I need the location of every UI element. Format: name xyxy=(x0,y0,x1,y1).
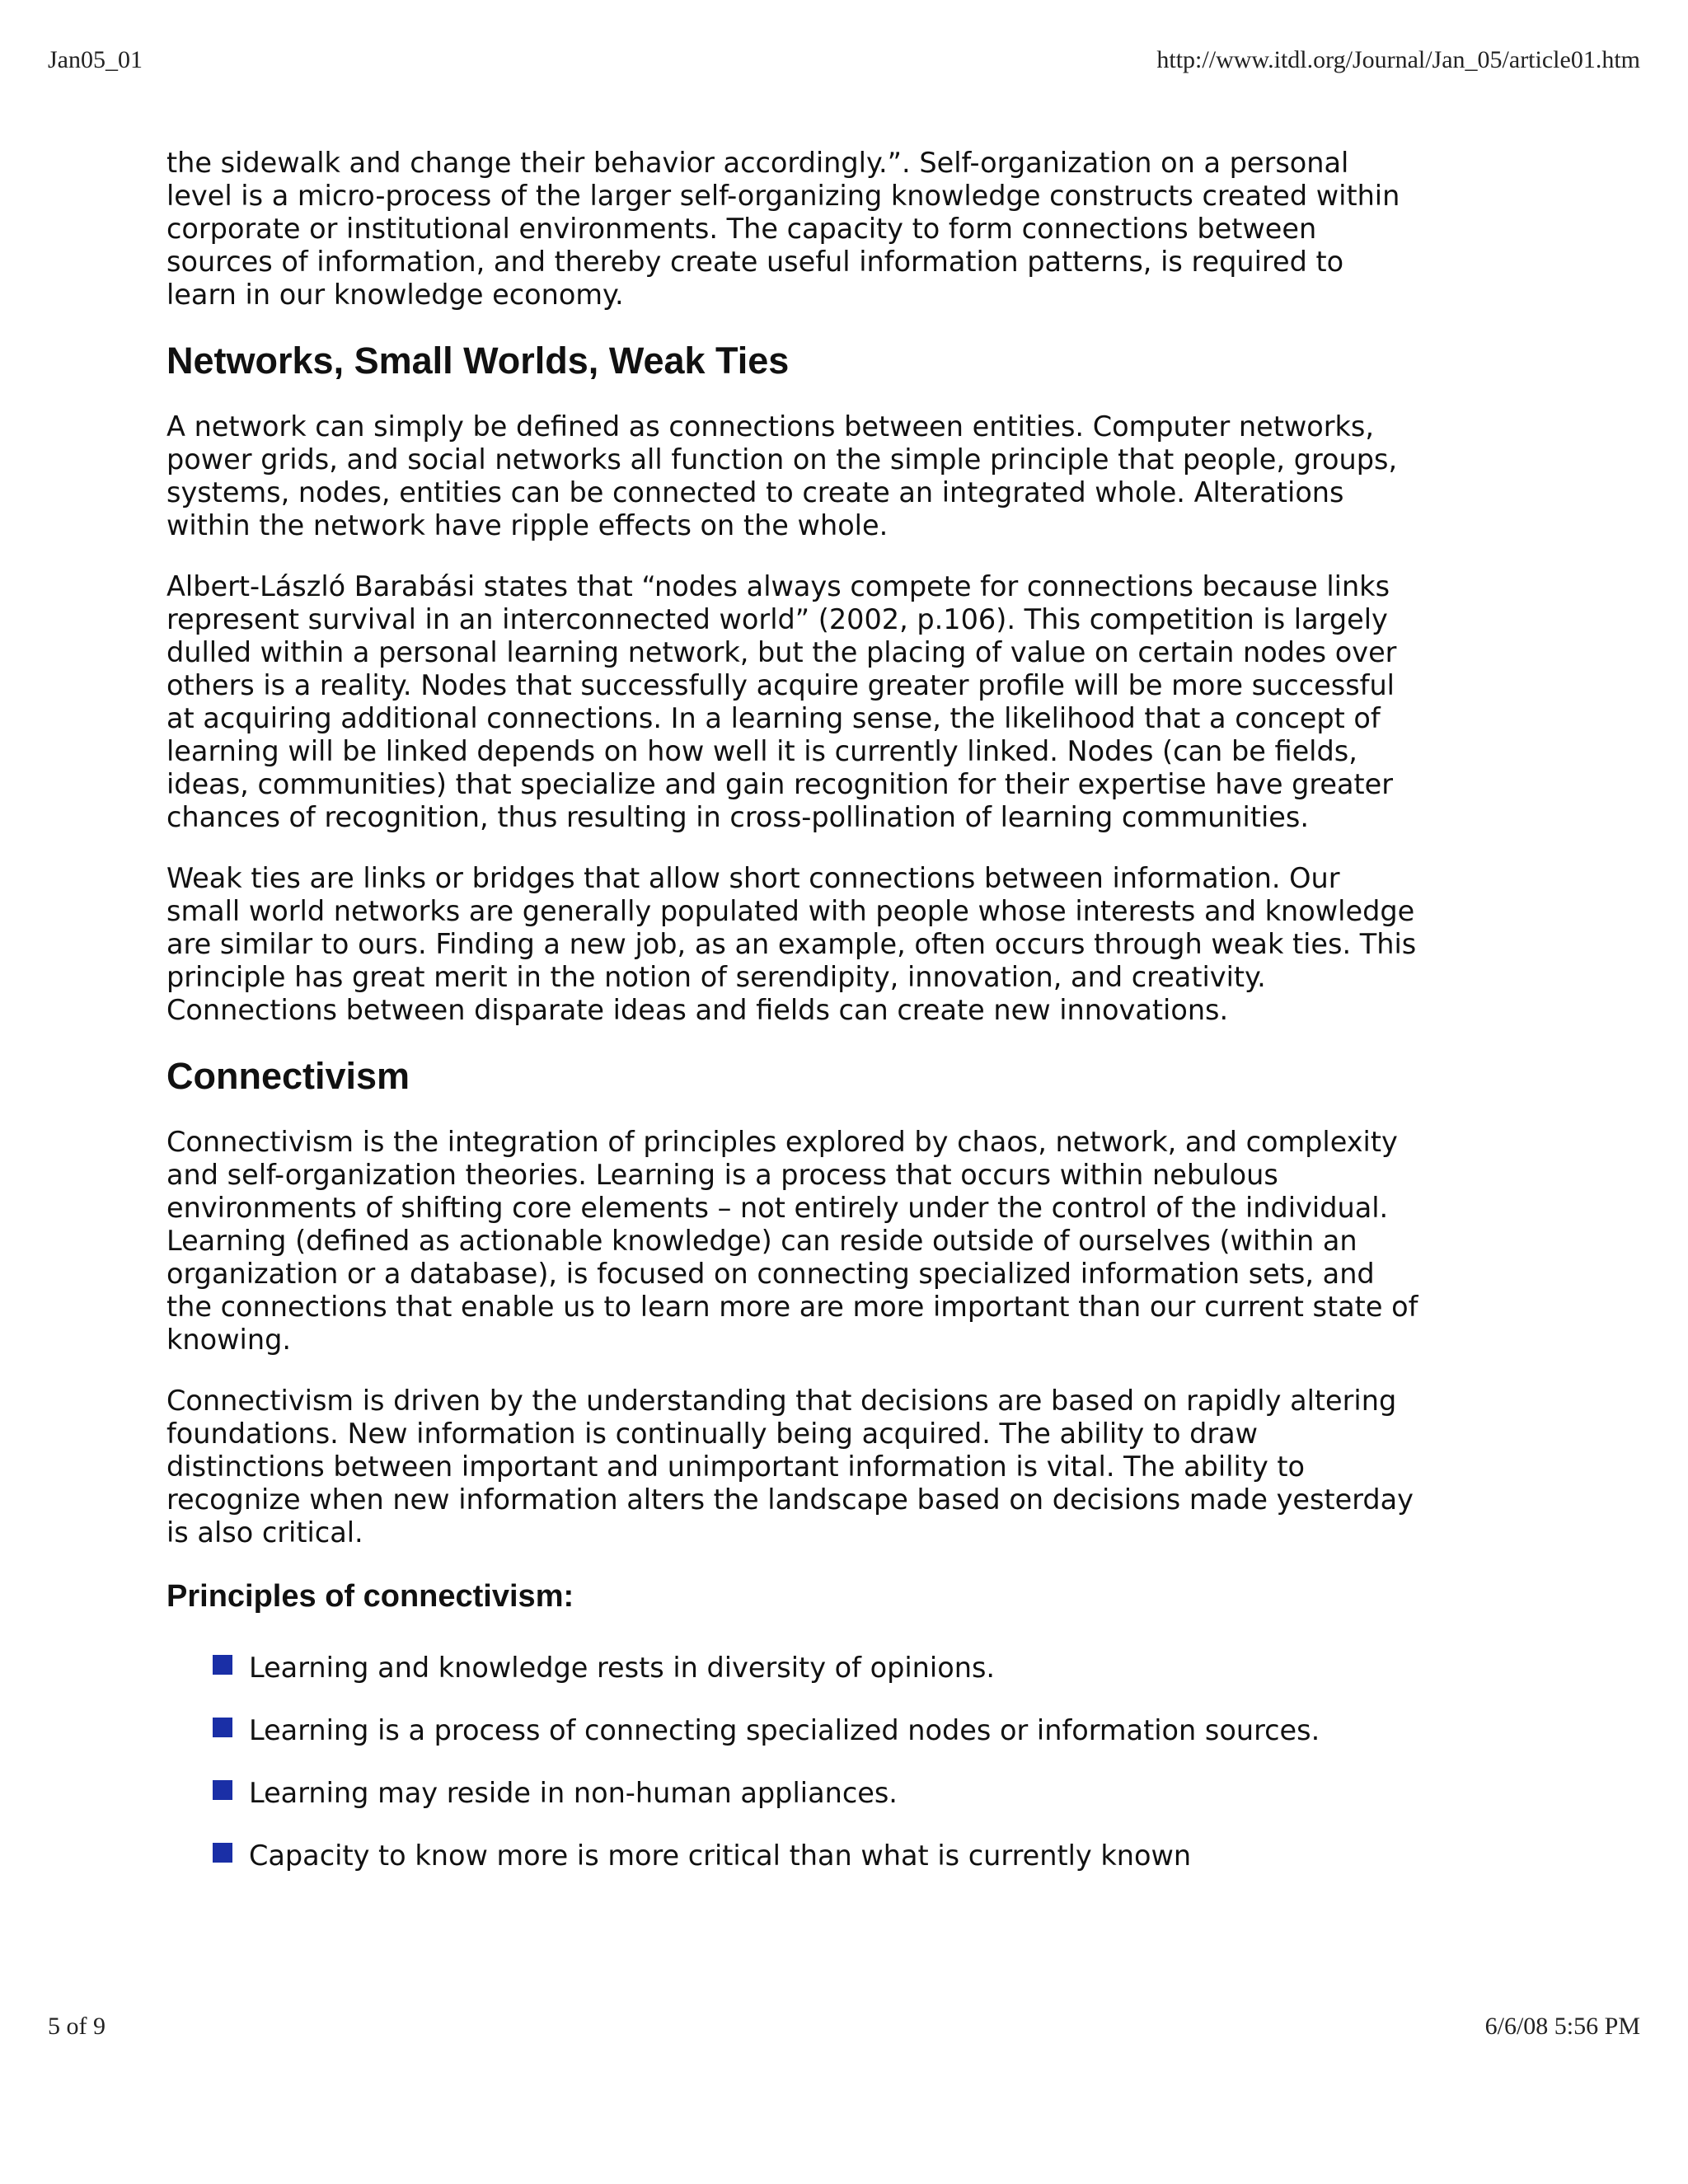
footer-timestamp: 6/6/08 5:56 PM xyxy=(1484,2013,1640,2040)
principle-text: Learning may reside in non-human appliances. xyxy=(249,1777,898,1809)
principles-heading: Principles of connectivism: xyxy=(166,1579,574,1614)
list-item xyxy=(213,1652,1419,1685)
list-item xyxy=(213,1777,1419,1810)
list-item xyxy=(213,1840,1419,1872)
networks-paragraph-3: Weak ties are links or bridges that allow short connections between information. Our small world networks are generally populated with people whose interests and knowledge are similar to ours. Finding a new job, as an example, often occurs through weak ties. This principle has great merit in the notion of serendipity, innovation, and creativity. Connections between disparate ideas and fields can create new innovations. xyxy=(166,862,1417,1026)
principle-text: Capacity to know more is more critical than what is currently known xyxy=(249,1840,1192,1872)
networks-paragraph-1: A network can simply be defined as connections between entities. Computer networks, power grids, and social networks all function on the simple principle that people, groups, systems, nodes, entities can be connected to create an integrated whole. Alterations within the network have ripple effects on the whole. xyxy=(166,410,1398,541)
print-footer xyxy=(48,2013,1640,2041)
intro-paragraph: the sidewalk and change their behavior accordingly.”. Self-organization on a personal level is a micro-process of the larger self-organizing knowledge constructs created within corporate or institutional environments. The capacity to form connections between sources of information, and thereby create useful information patterns, is required to learn in our knowledge economy. xyxy=(166,147,1400,311)
section-heading-connectivism: Connectivism xyxy=(166,1055,410,1097)
principles-list xyxy=(166,1652,1419,1872)
section-heading-networks: Networks, Small Worlds, Weak Ties xyxy=(166,340,790,382)
footer-page-count: 5 of 9 xyxy=(48,2013,106,2040)
connectivism-paragraph-2: Connectivism is driven by the understanding that decisions are based on rapidly altering foundations. New information is continually being acquired. The ability to draw distinctions between important and unimportant information is vital. The ability to recognize when new information alters the landscape based on decisions made yesterday is also critical. xyxy=(166,1385,1414,1549)
square-bullet-icon xyxy=(213,1655,232,1675)
list-item xyxy=(213,1714,1419,1747)
square-bullet-icon xyxy=(213,1780,232,1800)
square-bullet-icon xyxy=(213,1843,232,1863)
header-url: http://www.itdl.org/Journal/Jan_05/article01.htm xyxy=(1156,46,1640,73)
principle-text: Learning is a process of connecting specialized nodes or information sources. xyxy=(249,1714,1320,1746)
print-header xyxy=(48,46,1640,74)
networks-paragraph-2: Albert-László Barabási states that “nodes always compete for connections because links represent survival in an interconnected world” (2002, p.106). This competition is largely dulled within a personal learning network, but the placing of value on certain nodes over others is a reality. Nodes that successfully acquire greater profile will be more successful at acquiring additional connections. In a learning sense, the likelihood that a concept of learning will be linked depends on how well it is currently linked. Nodes (can be fields, ideas, communities) that specialize and gain recognition for their expertise have greater chances of recognition, thus resulting in cross-pollination of learning communities. xyxy=(166,570,1397,833)
principle-text: Learning and knowledge rests in diversity of opinions. xyxy=(249,1652,996,1684)
connectivism-paragraph-1: Connectivism is the integration of principles explored by chaos, network, and complexity and self-organization theories. Learning is a process that occurs within nebulous environments of shifting core elements – not entirely under the control of the individual. Learning (defined as actionable knowledge) can reside outside of ourselves (within an organization or a database), is focused on connecting specialized information sets, and the connections that enable us to learn more are more important than our current state of knowing. xyxy=(166,1126,1418,1356)
header-doc-id: Jan05_01 xyxy=(48,46,143,73)
article-body xyxy=(166,147,1419,1902)
square-bullet-icon xyxy=(213,1718,232,1737)
